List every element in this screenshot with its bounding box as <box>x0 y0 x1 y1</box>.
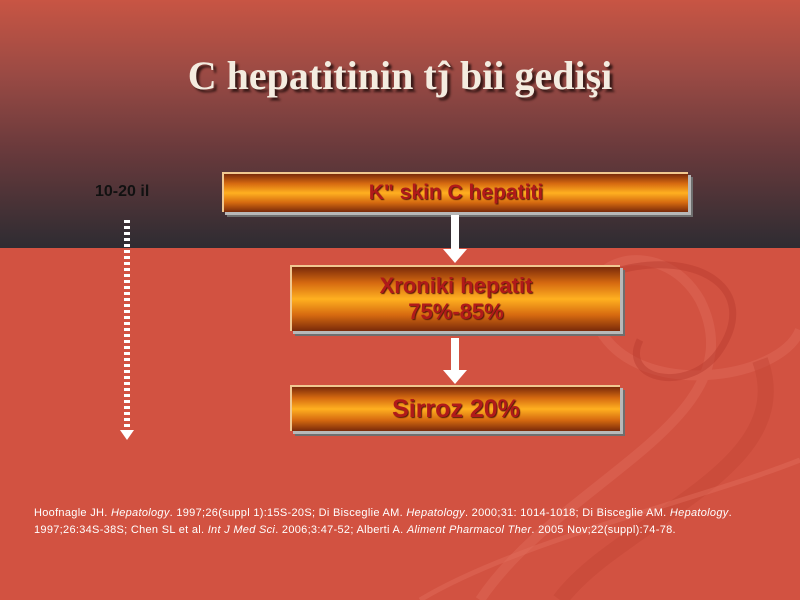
slide-title: C hepatitinin tĵ bii gedişi <box>187 53 613 98</box>
references: Hoofnagle JH. Hepatology. 1997;26(suppl 1):15S-20S; Di Bisceglie AM. Hepatology. 2000;31: 1014-1018; Di Bisceglie AM. Hepatology. 1997;26:34S-38S; Chen SL et al. Int J Med Sci. 2006;3:47-52; Alberti A. Aliment Pharmacol Ther. 2005 Nov;22(suppl):74-78. <box>34 507 732 536</box>
chronic-hepatitis-percent: 75%-85% <box>408 299 504 324</box>
cirrhosis-box <box>290 385 620 431</box>
acute-hepatitis-label: K" skin C hepatiti <box>368 181 544 204</box>
cirrhosis-label: Sirroz 20% <box>392 394 520 423</box>
dotted-timeline <box>124 220 130 434</box>
chronic-hepatitis-label: Xroniki hepatit <box>379 273 533 298</box>
acute-hepatitis-box <box>222 172 688 212</box>
timeline-arrowhead <box>120 430 134 440</box>
arrow-down-1 <box>443 215 467 263</box>
arrow-down-2 <box>443 338 467 384</box>
duration-label: 10-20 il <box>95 183 150 200</box>
chronic-hepatitis-box <box>290 265 620 331</box>
